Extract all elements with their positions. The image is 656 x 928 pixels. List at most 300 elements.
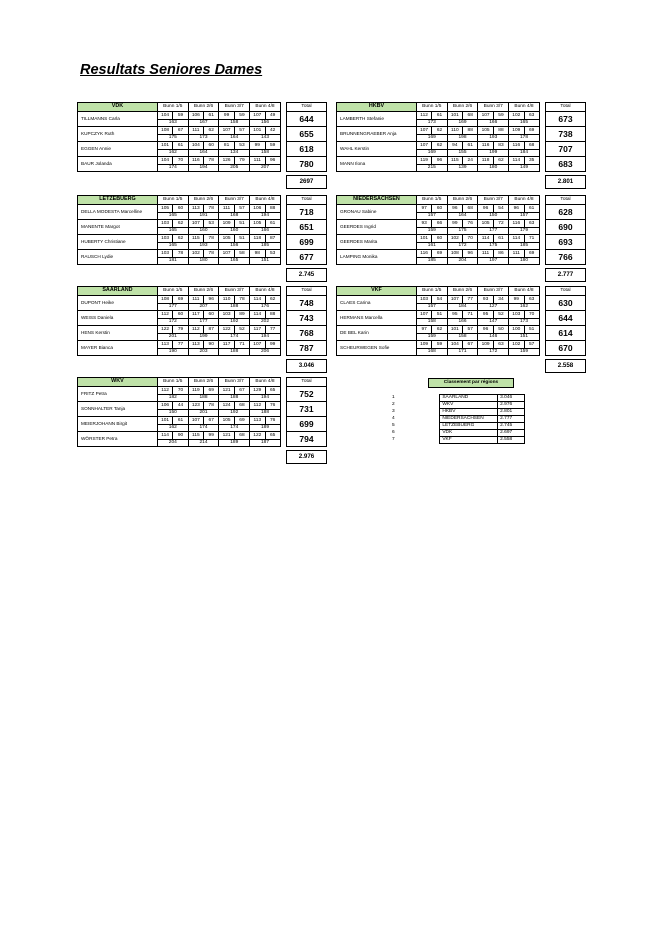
- round-score: [478, 311, 509, 326]
- full-score: 113: [189, 205, 204, 212]
- full-score: 112: [158, 387, 173, 394]
- full-score: 122: [250, 432, 265, 439]
- player-total: 699: [287, 417, 327, 432]
- round-total: 147: [489, 319, 498, 324]
- full-score: 123: [189, 402, 204, 409]
- clear-score: 68: [467, 206, 473, 211]
- clear-score: 68: [529, 143, 535, 148]
- round-score: [447, 341, 478, 356]
- rank-region: WKV: [440, 402, 498, 409]
- round-score: [478, 112, 509, 127]
- rank-score: 2.745: [498, 423, 525, 430]
- clear-score: 79: [239, 158, 245, 163]
- round-score: [219, 205, 250, 220]
- full-score: 105: [219, 417, 234, 424]
- round-score: [157, 432, 188, 447]
- rank-score: 2.777: [498, 416, 525, 423]
- full-score: 111: [250, 157, 265, 164]
- player-total: 780: [287, 157, 327, 172]
- player-row: [78, 250, 327, 265]
- round-total: 151: [260, 258, 269, 263]
- rank-score: 2.976: [498, 402, 525, 409]
- round-score: [478, 205, 509, 220]
- round-total: 164: [199, 150, 208, 155]
- rank-region: LËTZEBUERG: [440, 423, 498, 430]
- round-total: 169: [427, 135, 436, 140]
- round-total: 204: [458, 258, 467, 263]
- clear-score: 24: [467, 158, 473, 163]
- full-score: 107: [189, 220, 204, 227]
- round-score: [447, 235, 478, 250]
- clear-score: 71: [529, 236, 535, 241]
- player-row: [78, 296, 327, 311]
- clear-score: 62: [270, 297, 276, 302]
- player-name: LAMPING Monika: [337, 250, 417, 265]
- rank-position: 6: [392, 430, 395, 435]
- clear-score: 96: [436, 158, 443, 163]
- round-score: [416, 205, 447, 220]
- clear-score: 53: [270, 251, 276, 256]
- round-score: [250, 311, 281, 326]
- round-score: [188, 157, 219, 172]
- clear-score: 62: [208, 128, 214, 133]
- team-block: [77, 286, 327, 373]
- round-total: 174: [199, 425, 208, 430]
- round-score: [478, 341, 509, 356]
- round-total: 149: [519, 165, 528, 170]
- round-header: Bunn 3/7: [219, 378, 250, 387]
- round-score: [188, 387, 219, 402]
- player-total: 677: [287, 250, 327, 265]
- round-score: [509, 235, 540, 250]
- full-score: 107: [417, 127, 432, 134]
- round-score: [447, 311, 478, 326]
- round-total: 188: [230, 395, 239, 400]
- rank-position: 3: [392, 409, 395, 414]
- team-table: [77, 195, 327, 265]
- round-total: 166: [489, 120, 498, 125]
- clear-score: 66: [436, 221, 443, 226]
- team-total: 2.745: [286, 268, 327, 282]
- round-header: Bunn 1/5: [416, 287, 447, 296]
- clear-score: 61: [270, 221, 276, 226]
- full-score: 121: [219, 432, 234, 439]
- ranking-title: Classement par régions: [428, 378, 514, 388]
- round-total: 172: [489, 349, 498, 354]
- rank-region: VKF: [440, 437, 498, 444]
- team-block: [77, 377, 327, 464]
- round-total: 174: [230, 334, 239, 339]
- round-total: 150: [168, 410, 177, 415]
- player-row: [337, 142, 586, 157]
- round-header: Bunn 4/8: [250, 287, 281, 296]
- total-header: Total: [546, 196, 586, 205]
- player-row: [78, 127, 327, 142]
- round-total: 159: [519, 349, 528, 354]
- full-score: 114: [250, 311, 265, 318]
- round-total: 201: [168, 334, 177, 339]
- round-total: 201: [199, 410, 208, 415]
- clear-score: 51: [436, 312, 443, 317]
- round-total: 190: [168, 349, 177, 354]
- round-score: [250, 402, 281, 417]
- round-total: 194: [260, 395, 269, 400]
- clear-score: 61: [208, 113, 214, 118]
- team-name: LËTZEBUERG: [78, 196, 158, 205]
- round-total: 165: [168, 213, 177, 218]
- clear-score: 78: [177, 251, 184, 256]
- round-total: 185: [427, 258, 436, 263]
- clear-score: 69: [177, 297, 184, 302]
- player-total: 743: [287, 311, 327, 326]
- full-score: 118: [478, 157, 493, 164]
- full-score: 117: [250, 326, 265, 333]
- ranking-table: [388, 378, 525, 444]
- round-total: 155: [458, 150, 467, 155]
- round-score: [219, 402, 250, 417]
- clear-score: 70: [529, 312, 535, 317]
- full-score: 113: [189, 341, 204, 348]
- player-name: HENS Kerstin: [78, 326, 158, 341]
- full-score: 122: [158, 326, 173, 333]
- clear-score: 96: [208, 297, 214, 302]
- full-score: 113: [158, 341, 173, 348]
- round-score: [416, 157, 447, 172]
- clear-score: 89: [239, 312, 245, 317]
- team-table: [77, 102, 327, 172]
- clear-score: 77: [177, 342, 184, 347]
- full-score: 112: [158, 311, 173, 318]
- round-score: [157, 341, 188, 356]
- round-total: 160: [230, 228, 239, 233]
- player-name: WÖRSTER Petra: [78, 432, 158, 447]
- clear-score: 60: [208, 143, 214, 148]
- rank-score: 3.046: [498, 395, 525, 402]
- round-total: 157: [427, 304, 436, 309]
- round-score: [478, 235, 509, 250]
- round-header: Bunn 2/6: [188, 196, 219, 205]
- full-score: 98: [250, 250, 265, 257]
- team-table: [336, 102, 586, 172]
- round-total: 159: [427, 334, 436, 339]
- round-header: Bunn 2/6: [188, 378, 219, 387]
- round-score: [509, 220, 540, 235]
- round-score: [219, 250, 250, 265]
- clear-score: 78: [208, 403, 214, 408]
- player-total: 628: [546, 205, 586, 220]
- round-score: [447, 142, 478, 157]
- round-score: [219, 112, 250, 127]
- clear-score: 57: [529, 342, 535, 347]
- round-score: [416, 235, 447, 250]
- round-total: 203: [199, 349, 208, 354]
- round-score: [157, 235, 188, 250]
- full-score: 103: [509, 311, 524, 318]
- round-score: [250, 296, 281, 311]
- full-score: 104: [189, 142, 204, 149]
- player-row: [337, 341, 586, 356]
- round-header: Bunn 2/6: [188, 287, 219, 296]
- full-score: 93: [417, 220, 432, 227]
- full-score: 99: [509, 296, 524, 303]
- full-score: 99: [250, 142, 265, 149]
- round-total: 184: [458, 304, 467, 309]
- round-total: 165: [168, 243, 177, 248]
- round-score: [478, 220, 509, 235]
- round-score: [478, 127, 509, 142]
- round-score: [157, 417, 188, 432]
- round-score: [416, 326, 447, 341]
- clear-score: 90: [208, 342, 214, 347]
- player-row: [337, 311, 586, 326]
- player-total: 707: [546, 142, 586, 157]
- clear-score: 62: [436, 327, 443, 332]
- round-score: [416, 311, 447, 326]
- round-total: 151: [519, 334, 528, 339]
- team-table: [336, 195, 586, 265]
- clear-score: 88: [270, 206, 276, 211]
- round-header: Bunn 3/7: [478, 287, 509, 296]
- team-total: 2.777: [545, 268, 586, 282]
- round-score: [157, 311, 188, 326]
- player-name: RAUSCH Lydie: [78, 250, 158, 265]
- clear-score: 61: [498, 236, 504, 241]
- player-total: 699: [287, 235, 327, 250]
- rank-region: VDK: [440, 430, 498, 437]
- team-name: SAARLAND: [78, 287, 158, 296]
- full-score: 108: [158, 127, 173, 134]
- round-score: [250, 112, 281, 127]
- clear-score: 65: [270, 433, 276, 438]
- player-name: GEERDES Ingrid: [337, 220, 417, 235]
- round-score: [447, 296, 478, 311]
- round-score: [447, 326, 478, 341]
- round-header: Bunn 4/8: [250, 196, 281, 205]
- player-name: SONNHALTER Tanja: [78, 402, 158, 417]
- round-score: [157, 387, 188, 402]
- round-header: Bunn 2/6: [447, 103, 478, 112]
- clear-score: 69: [529, 128, 535, 133]
- round-total: 172: [458, 243, 467, 248]
- clear-score: 57: [239, 128, 245, 133]
- full-score: 115: [448, 157, 463, 164]
- clear-score: 68: [467, 113, 473, 118]
- round-score: [478, 250, 509, 265]
- round-score: [509, 311, 540, 326]
- round-score: [447, 205, 478, 220]
- round-total: 158: [260, 150, 269, 155]
- round-header: Bunn 3/7: [219, 287, 250, 296]
- clear-score: 78: [208, 206, 214, 211]
- player-total: 787: [287, 341, 327, 356]
- player-name: SCHEURWEGEN Sofie: [337, 341, 417, 356]
- player-total: 683: [546, 157, 586, 172]
- player-name: MANENTE Margot: [78, 220, 158, 235]
- round-score: [478, 326, 509, 341]
- clear-score: 57: [239, 206, 245, 211]
- player-name: EGGEN Annie: [78, 142, 158, 157]
- round-header: Bunn 1/5: [157, 378, 188, 387]
- round-score: [250, 205, 281, 220]
- round-score: [219, 311, 250, 326]
- round-header: Bunn 2/6: [188, 103, 219, 112]
- player-row: [337, 220, 586, 235]
- clear-score: 67: [467, 342, 473, 347]
- clear-score: 53: [208, 221, 214, 226]
- full-score: 107: [417, 142, 432, 149]
- round-score: [509, 127, 540, 142]
- clear-score: 88: [467, 128, 473, 133]
- round-score: [188, 250, 219, 265]
- clear-score: 67: [208, 418, 214, 423]
- round-score: [509, 250, 540, 265]
- ranking-row: [388, 423, 525, 430]
- clear-score: 99: [208, 433, 214, 438]
- full-score: 122: [219, 326, 234, 333]
- round-total: 193: [489, 135, 498, 140]
- full-score: 97: [417, 205, 432, 212]
- clear-score: 72: [498, 221, 504, 226]
- round-total: 165: [230, 258, 239, 263]
- full-score: 112: [250, 402, 265, 409]
- full-score: 107: [448, 296, 463, 303]
- clear-score: 49: [270, 113, 276, 118]
- round-score: [219, 417, 250, 432]
- team-total-box: [77, 450, 327, 464]
- clear-score: 57: [467, 327, 473, 332]
- round-total: 146: [489, 334, 498, 339]
- round-score: [416, 341, 447, 356]
- clear-score: 62: [177, 221, 184, 226]
- player-total: 644: [287, 112, 327, 127]
- round-header: Bunn 4/8: [250, 378, 281, 387]
- round-total: 176: [260, 304, 269, 309]
- player-row: [337, 205, 586, 220]
- round-score: [219, 326, 250, 341]
- player-total: 673: [546, 112, 586, 127]
- team-total-box: [77, 175, 327, 189]
- full-score: 93: [478, 296, 493, 303]
- round-score: [188, 402, 219, 417]
- player-total: 731: [287, 402, 327, 417]
- round-score: [250, 142, 281, 157]
- clear-score: 69: [436, 251, 443, 256]
- round-score: [416, 220, 447, 235]
- full-score: 103: [158, 250, 173, 257]
- full-score: 105: [219, 235, 234, 242]
- clear-score: 59: [177, 113, 184, 118]
- clear-score: 51: [239, 221, 245, 226]
- round-score: [188, 220, 219, 235]
- total-header: Total: [287, 103, 327, 112]
- clear-score: 35: [529, 158, 535, 163]
- round-score: [478, 296, 509, 311]
- round-total: 158: [427, 319, 436, 324]
- player-row: [78, 387, 327, 402]
- round-header: Bunn 2/6: [447, 287, 478, 296]
- full-score: 114: [158, 432, 173, 439]
- player-total: 794: [287, 432, 327, 447]
- full-score: 114: [250, 296, 265, 303]
- round-total: 169: [458, 120, 467, 125]
- clear-score: 52: [498, 312, 504, 317]
- team-name: WKV: [78, 378, 158, 387]
- player-total: 651: [287, 220, 327, 235]
- ranking-row: [388, 437, 525, 444]
- round-total: 157: [427, 213, 436, 218]
- team-total-box: [77, 359, 327, 373]
- round-header: Bunn 1/5: [157, 287, 188, 296]
- round-total: 168: [230, 213, 239, 218]
- round-score: [416, 112, 447, 127]
- round-score: [157, 296, 188, 311]
- player-name: DE BEL Karin: [337, 326, 417, 341]
- round-header: Bunn 3/7: [478, 103, 509, 112]
- round-total: 162: [168, 150, 177, 155]
- ranking-row: [388, 430, 525, 437]
- round-total: 188: [230, 349, 239, 354]
- round-total: 199: [489, 150, 498, 155]
- team-name: VDK: [78, 103, 158, 112]
- full-score: 114: [478, 235, 493, 242]
- round-score: [219, 387, 250, 402]
- player-row: [337, 250, 586, 265]
- full-score: 95: [478, 311, 493, 318]
- full-score: 116: [509, 142, 524, 149]
- full-score: 99: [448, 220, 463, 227]
- round-score: [188, 432, 219, 447]
- round-score: [509, 296, 540, 311]
- full-score: 101: [250, 127, 265, 134]
- player-row: [78, 417, 327, 432]
- clear-score: 42: [270, 128, 276, 133]
- full-score: 101: [448, 326, 463, 333]
- clear-score: 71: [239, 342, 245, 347]
- full-score: 102: [448, 235, 463, 242]
- clear-score: 62: [498, 158, 504, 163]
- round-total: 139: [458, 165, 467, 170]
- round-score: [157, 326, 188, 341]
- round-total: 157: [519, 213, 528, 218]
- round-score: [509, 142, 540, 157]
- clear-score: 60: [177, 206, 184, 211]
- round-score: [157, 112, 188, 127]
- round-total: 175: [458, 228, 467, 233]
- clear-score: 88: [270, 312, 276, 317]
- round-score: [509, 205, 540, 220]
- clear-score: 51: [529, 327, 535, 332]
- clear-score: 60: [177, 312, 184, 317]
- round-total: 163: [168, 120, 177, 125]
- round-total: 127: [489, 304, 498, 309]
- clear-score: 61: [177, 418, 184, 423]
- round-score: [219, 157, 250, 172]
- full-score: 109: [417, 341, 432, 348]
- round-total: 199: [199, 334, 208, 339]
- clear-score: 77: [270, 327, 276, 332]
- round-score: [416, 296, 447, 311]
- clear-score: 87: [208, 327, 214, 332]
- ranking-row: [388, 409, 525, 416]
- full-score: 103: [158, 220, 173, 227]
- clear-score: 67: [177, 128, 184, 133]
- full-score: 101: [417, 235, 432, 242]
- full-score: 115: [189, 235, 204, 242]
- full-score: 111: [509, 250, 524, 257]
- round-score: [219, 142, 250, 157]
- full-score: 109: [219, 220, 234, 227]
- round-score: [447, 250, 478, 265]
